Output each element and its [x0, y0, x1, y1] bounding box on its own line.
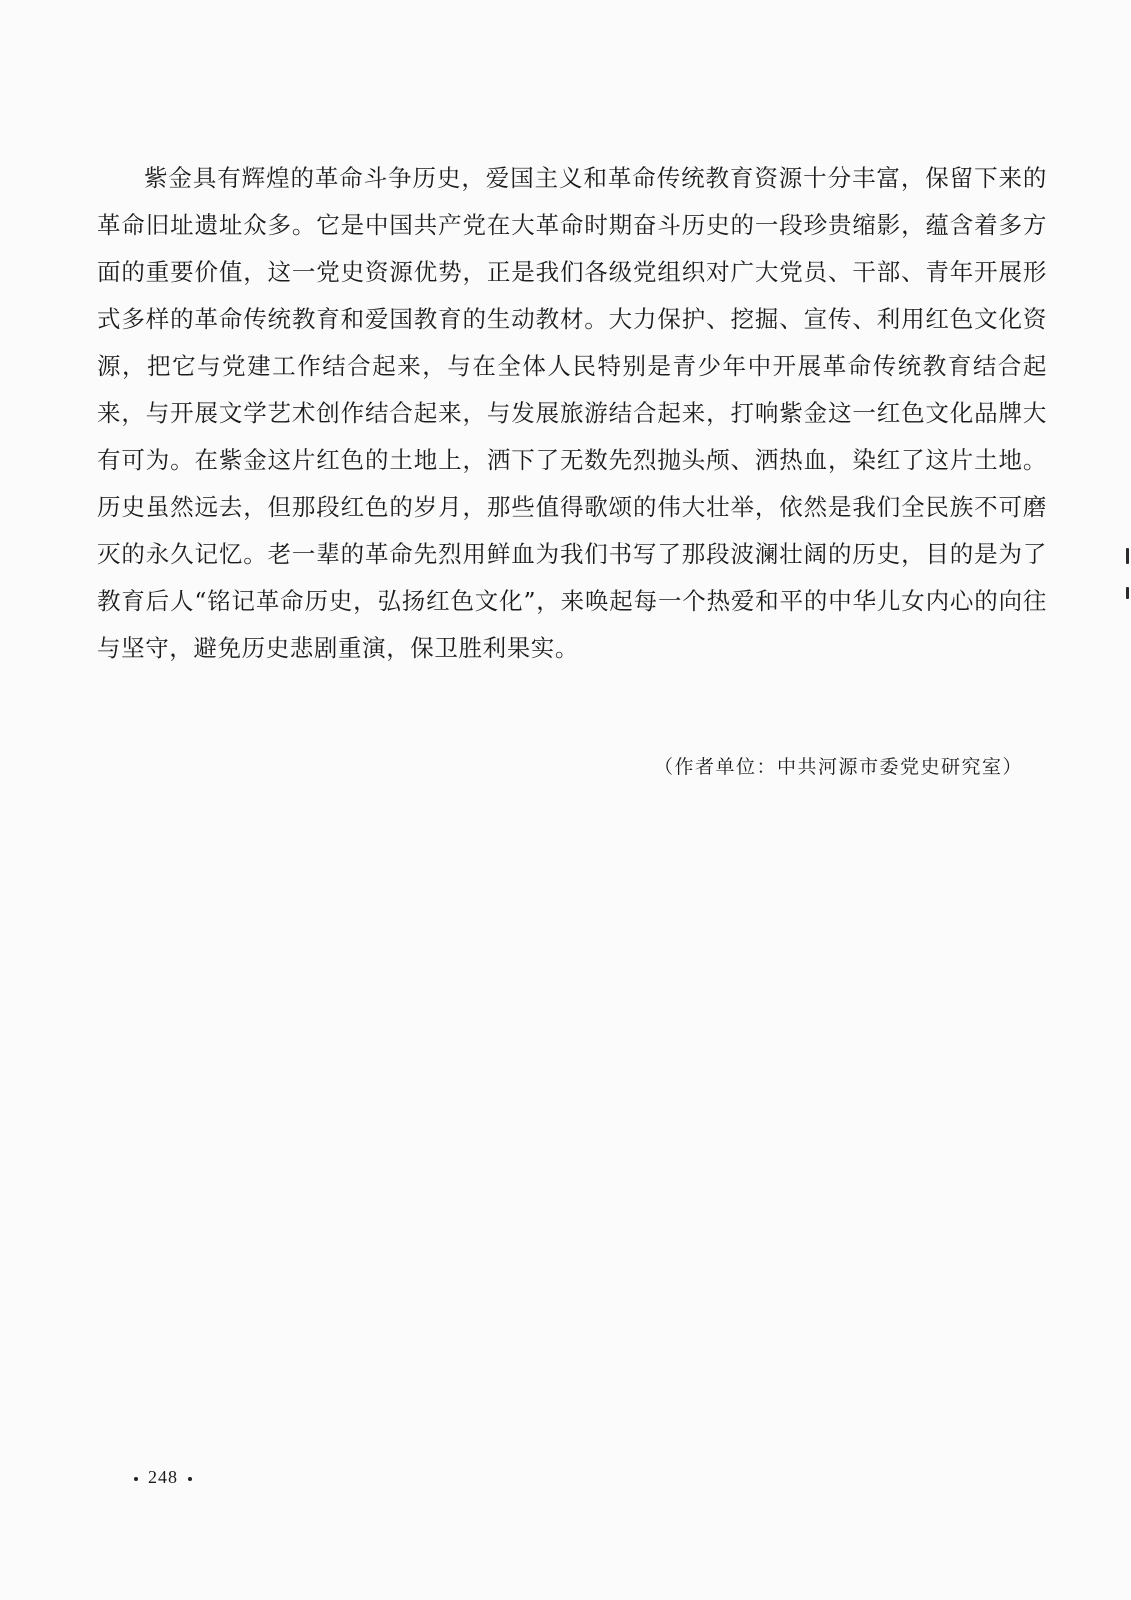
bullet-dot-right: [188, 1477, 192, 1481]
body-paragraph: 紫金具有辉煌的革命斗争历史，爱国主义和革命传统教育资源十分丰富，保留下来的革命旧址遗址众多。它是中国共产党在大革命时期奋斗历史的一段珍贵缩影，蕴含着多方面的重要价值，这一党史资源优势，正是我们各级党组织对广大党员、干部、青年开展形式多样的革命传统教育和爱国教育的生动教材。大力保护、挖掘、宣传、利用红色文化资源，把它与党建工作结合起来，与在全体人民特别是青少年中开展革命传统教育结合起来，与开展文学艺术创作结合起来，与发展旅游结合起来，打响紫金这一红色文化品牌大有可为。在紫金这片红色的土地上，洒下了无数先烈抛头颅、洒热血，染红了这片土地。历史虽然远去，但那段红色的岁月，那些值得歌颂的伟大壮举，依然是我们全民族不可磨灭的永久记忆。老一辈的革命先烈用鲜血为我们书写了那段波澜壮阔的历史，目的是为了教育后人“铭记革命历史，弘扬红色文化”，来唤起每一个热爱和平的中华儿女内心的向往与坚守，避免历史悲剧重演，保卫胜利果实。: [97, 164, 1047, 662]
bullet-dot-left: [134, 1477, 138, 1481]
scan-edge-mark: [1126, 587, 1129, 599]
page-number-footer: [124, 1467, 202, 1488]
scan-edge-mark: [1126, 548, 1129, 564]
author-affiliation: （作者单位：中共河源市委党史研究室）: [653, 756, 1023, 778]
page-number: 248: [148, 1467, 178, 1487]
